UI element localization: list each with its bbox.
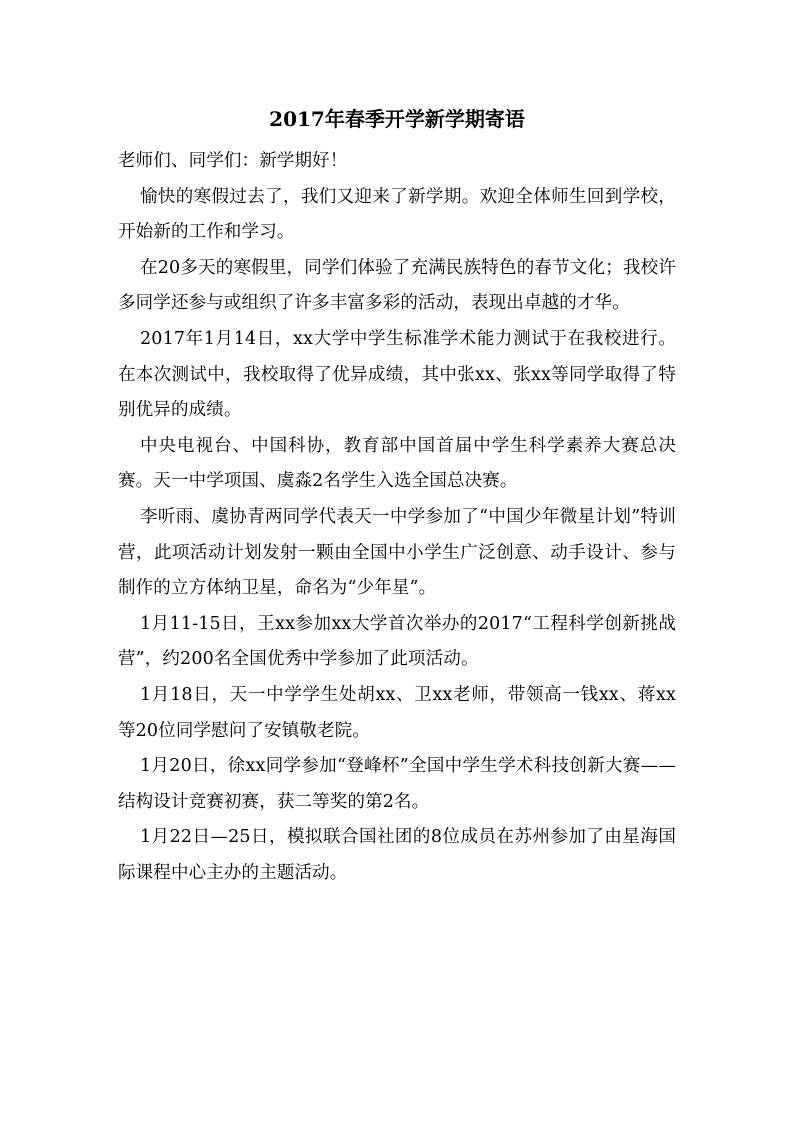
paragraph-academic-test: 2017年1月14日，xx大学中学生标准学术能力测试于在我校进行。在本次测试中，我校取得了优异成绩，其中张xx、张xx等同学取得了特别优异的成绩。	[118, 328, 676, 421]
document-title: 2017年春季开学新学期寄语	[269, 107, 525, 131]
paragraph-nursing-home-visit: 1月18日，天一中学学生处胡xx、卫xx老师，带领高一钱xx、蒋xx等20位同学慰问了安镇敬老院。	[118, 684, 676, 741]
paragraph-model-un: 1月22日—25日，模拟联合国社团的8位成员在苏州参加了由星海国际课程中心主办的主题活动。	[118, 827, 676, 883]
paragraph-design-competition: 1月20日，徐xx同学参加“登峰杯”全国中学生学术科技创新大赛——结构设计竞赛初赛，获二等奖的第2名。	[118, 756, 676, 812]
paragraph-engineering-camp: 1月11-15日，王xx参加xx大学首次举办的2017“工程科学创新挑战营”，约200名全国优秀中学参加了此项活动。	[118, 613, 676, 670]
document-body	[118, 144, 676, 891]
paragraph-science-contest: 中央电视台、中国科协，教育部中国首届中学生科学素养大赛总决赛。天一中学项国、虞淼2名学生入选全国总决赛。	[118, 435, 676, 492]
paragraph-vacation-over: 愉快的寒假过去了，我们又迎来了新学期。欢迎全体师生回到学校，开始新的工作和学习。	[118, 186, 676, 243]
greeting: 老师们、同学们：新学期好！	[118, 151, 348, 171]
paragraph-winter-activities: 在20多天的寒假里，同学们体验了充满民族特色的春节文化；我校许多同学还参与或组织了许多丰富多彩的活动，表现出卓越的才华。	[118, 257, 676, 314]
paragraph-microsatellite-camp: 李听雨、虞协青两同学代表天一中学参加了“中国少年微星计划”特训营，此项活动计划发射一颗由全国中小学生广泛创意、动手设计、参与制作的立方体纳卫星，命名为“少年星”。	[118, 506, 676, 599]
